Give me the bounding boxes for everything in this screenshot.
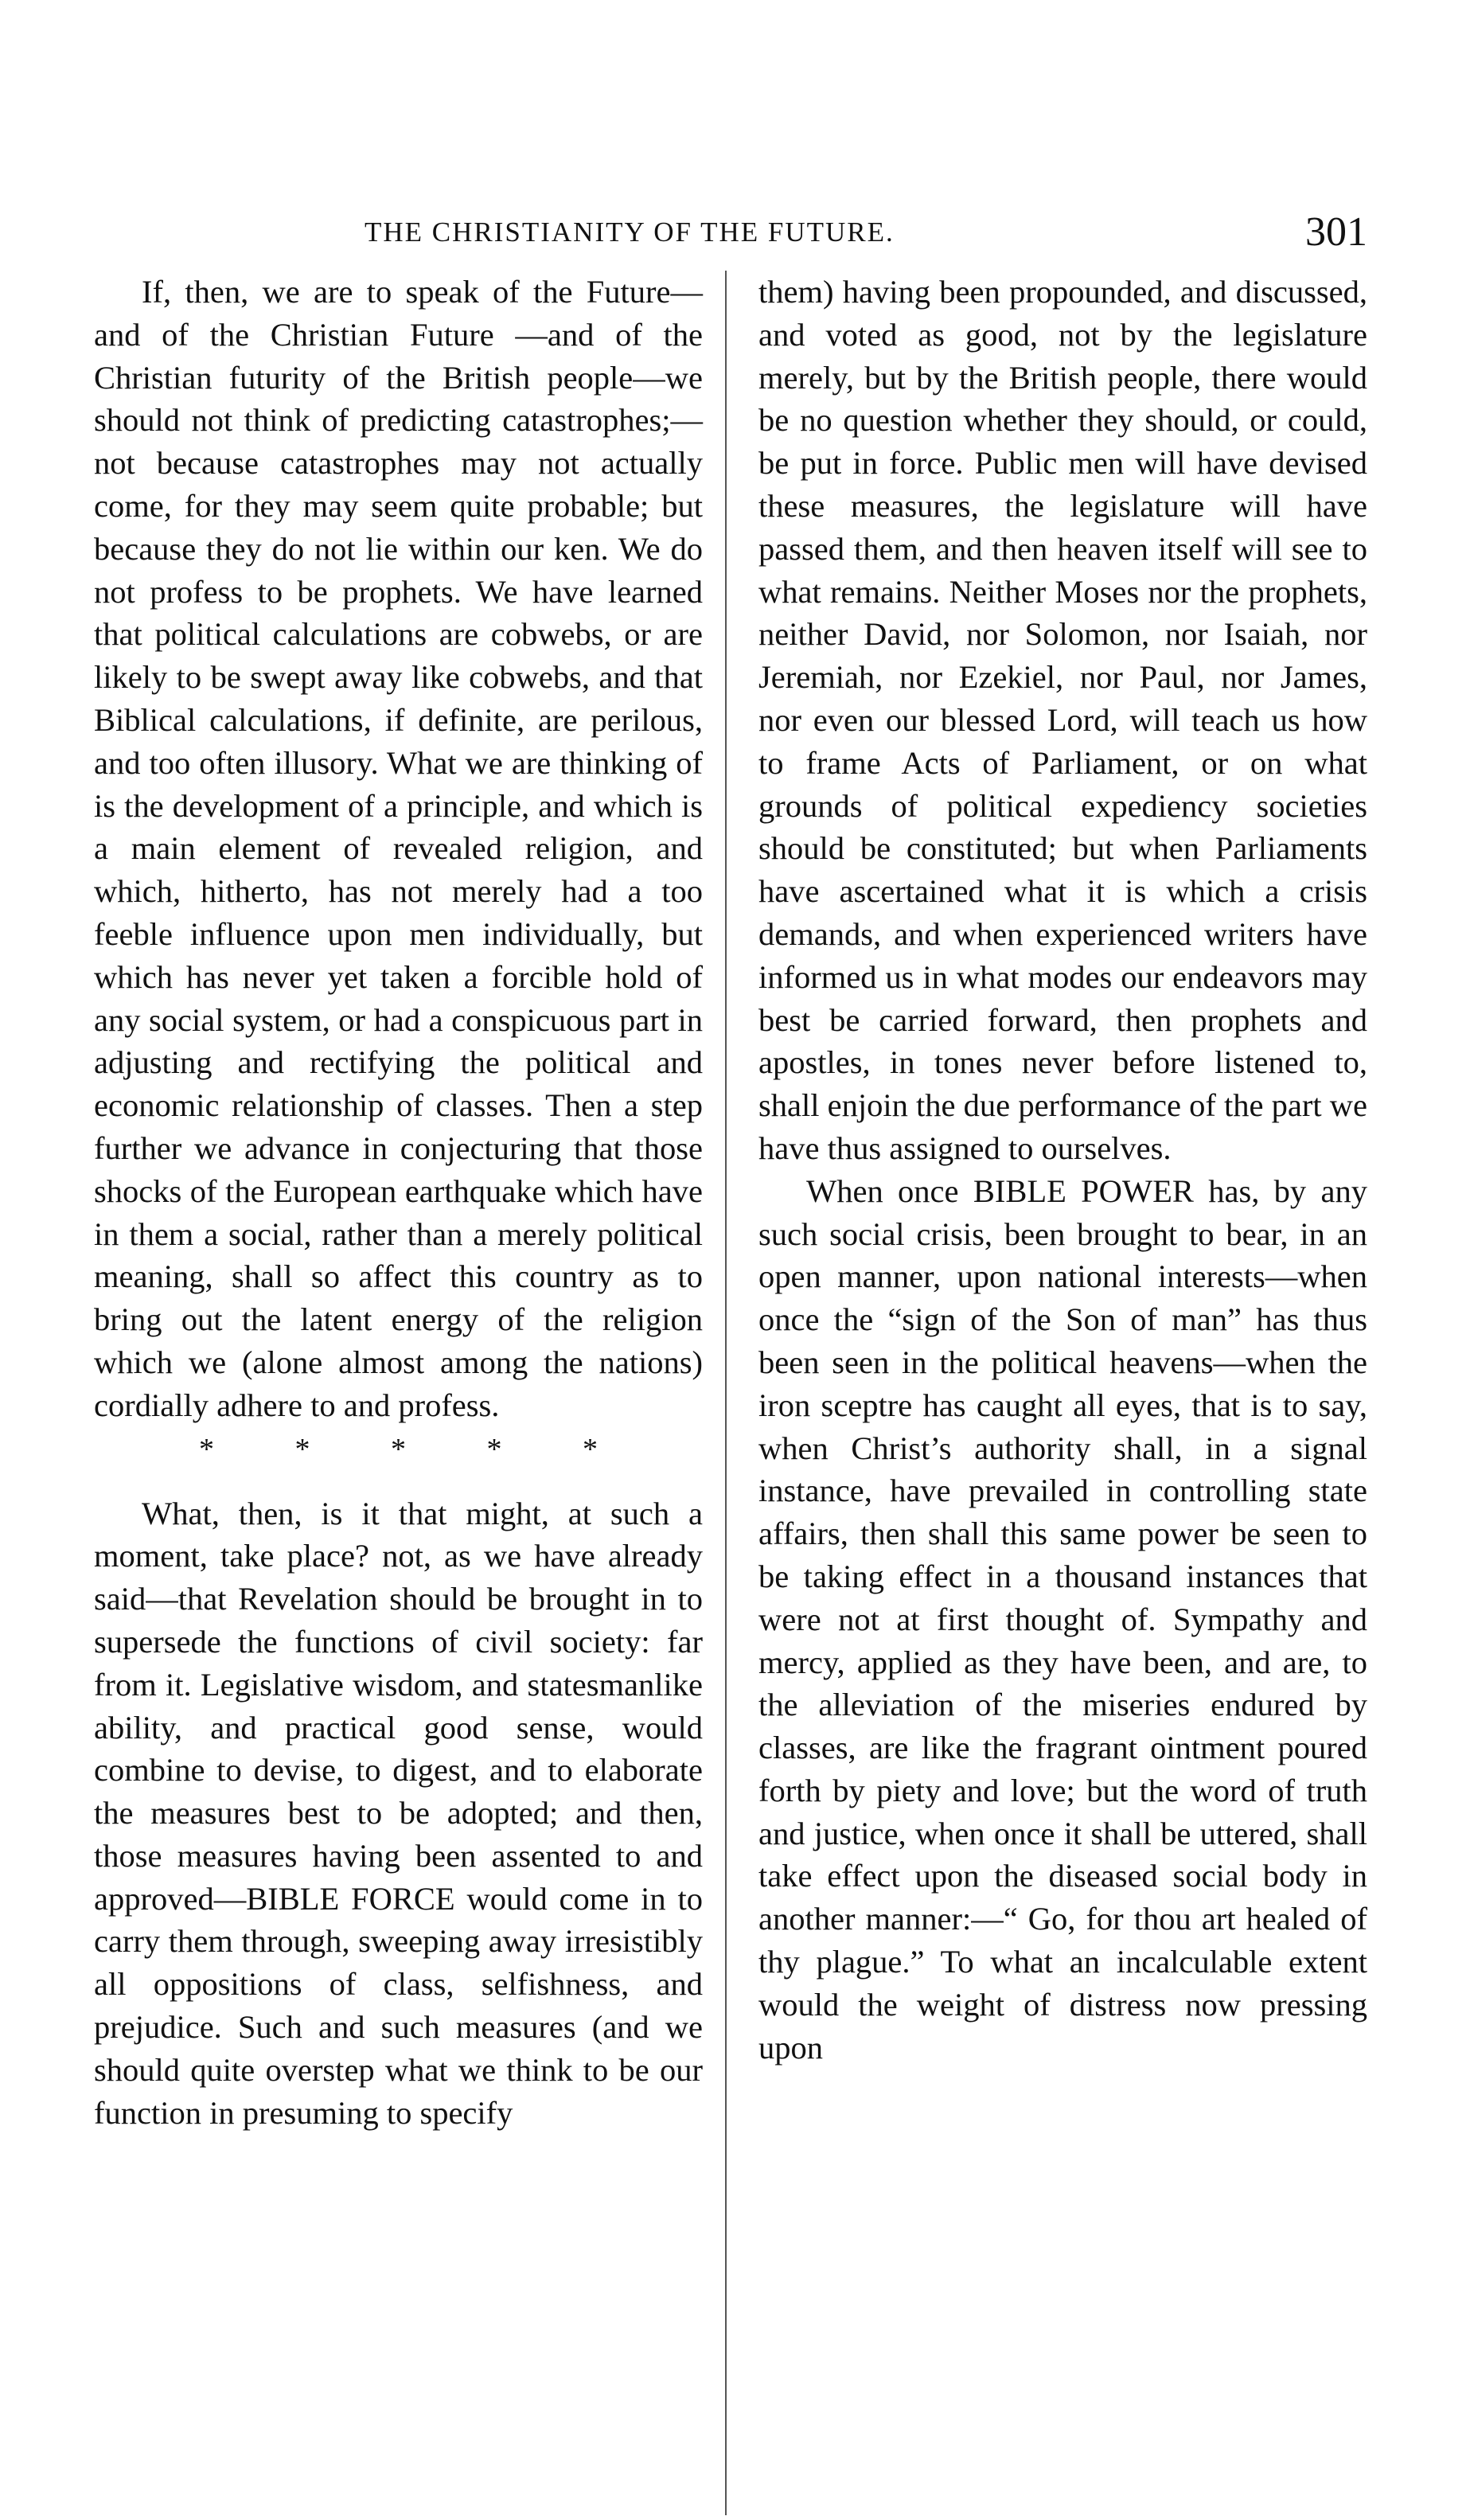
- text-columns: [94, 271, 1367, 2134]
- book-page: [94, 209, 1367, 2134]
- section-separator: * * * * *: [199, 1432, 634, 1466]
- running-title: THE CHRISTIANITY OF THE FUTURE.: [365, 217, 895, 248]
- left-paragraph-2: What, then, is it that might, at such a moment, take place? not, as we have already said—that Revelation should be brought in to supersede the functions of civil society: far from it. Legislative wisdom, and statesmanlike ability, and practical good sense, would combine to devise, to digest, and to elaborate the measures best to be adopted; and then, those measures having been assented to and approved—BIBLE FORCE would come in to carry them through, sweeping away irresistibly all oppositions of class, selfishness, and prejudice. Such and such measures (and we should quite overstep what we think to be our function in presuming to specify: [94, 1495, 703, 2131]
- left-paragraph-1: If, then, we are to speak of the Future—and of the Christian Future —and of the Christian futurity of the British people—we should not think of predicting catastrophes;—not because catastrophes may not actually come, for they may seem quite probable; but because they do not lie within our ken. We do not profess to be prophets. We have learned that political calculations are cobwebs, or are likely to be swept away like cobwebs, and that Biblical calculations, if definite, are perilous, and too often illusory. What we are thinking of is the development of a principle, and which is a main element of revealed religion, and which, hitherto, has not merely had a too feeble influence upon men individually, but which has never yet taken a forcible hold of any social system, or had a conspicuous part in adjusting and rectifying the political and economic relationship of classes. Then a step further we advance in conjecturing that those shocks of the European earthquake which have in them a social, rather than a merely political meaning, shall so affect this country as to bring out the latent energy of the religion which we (alone almost among the nations) cordially adhere to and profess.: [94, 274, 703, 1423]
- separator-gap: [94, 1472, 703, 1492]
- left-column: [94, 271, 703, 2134]
- right-paragraph-2: When once BIBLE POWER has, by any such social crisis, been brought to bear, in an open manner, upon national interests—when once the “sign of the Son of man” has thus been seen in the political heavens—when the iron sceptre has caught all eyes, that is to say, when Christ’s authority shall, in a signal instance, have prevailed in controlling state affairs, then shall this same power be seen to be taking effect in a thousand instances that were not at first thought of. Sympathy and mercy, applied as they have been, and are, to the alleviation of the miseries endured by classes, are like the fragrant ointment poured forth by piety and love; but the word of truth and justice, when once it shall be uttered, shall take effect upon the diseased social body in another manner:—“ Go, for thou art healed of thy plague.” To what an incalculable extent would the weight of distress now pressing upon: [758, 1172, 1367, 2066]
- right-paragraph-1: them) having been propounded, and discussed, and voted as good, not by the legislature merely, but by the British people, there would be no question whether they should, or could, be put in force. Public men will have devised these measures, the legislature will have passed them, and then heaven itself will see to what remains. Neither Moses nor the prophets, neither David, nor Solomon, nor Isaiah, nor Jeremiah, nor Ezekiel, nor Paul, nor James, nor even our blessed Lord, will teach us how to frame Acts of Parliament, or on what grounds of political expediency societies should be constituted; but when Parliaments have ascertained what it is which a crisis demands, and when experienced writers have informed us in what modes our endeavors may best be carried forward, then prophets and apostles, in tones never before listened to, shall enjoin the due performance of the part we have thus assigned to ourselves.: [758, 274, 1367, 1166]
- page-number: 301: [1305, 209, 1367, 255]
- running-head: [94, 209, 1367, 256]
- right-column: [758, 271, 1367, 2134]
- column-divider: [725, 271, 727, 2515]
